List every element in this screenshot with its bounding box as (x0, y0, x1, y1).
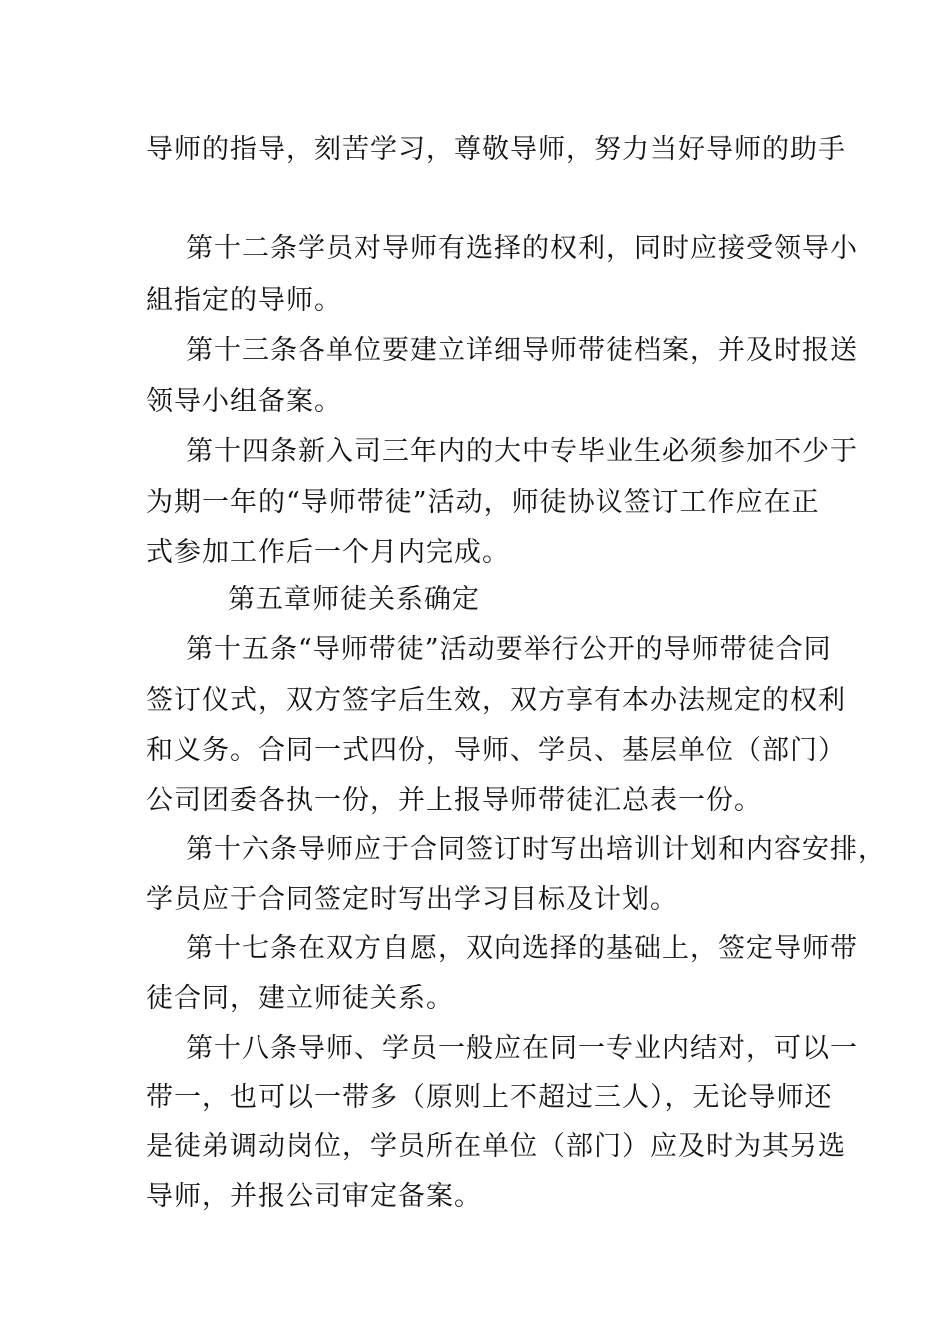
article-17-line-2: 徒合同，建立师徒关系。 (146, 983, 454, 1014)
article-12-line-1: 第十二条学员对导师有选择的权利，同时应接受领导小 (186, 233, 858, 264)
text-line-continuation: 导师的指导，刻苦学习，尊敬导师，努力当好导师的助手 (146, 134, 846, 165)
article-12-line-2: 組指定的导师。 (146, 285, 342, 316)
article-18-line-1: 第十八条导师、学员一般应在同一专业内结对，可以一 (186, 1033, 858, 1064)
article-16-line-2: 学员应于合同签定时写出学习目标及计划。 (146, 884, 678, 915)
article-16-line-1: 第十六条导师应于合同签订时写出培训计划和内容安排， (186, 834, 886, 865)
article-15-line-4: 公司团委各执一份，并上报导师带徒汇总表一份。 (146, 785, 762, 816)
chapter-5-heading: 第五章师徒关系确定 (228, 584, 480, 615)
article-14-line-3: 式参加工作后一个月内完成。 (146, 537, 510, 568)
article-13-line-2: 领导小组备案。 (146, 386, 342, 417)
article-18-line-4: 导师，并报公司审定备案。 (146, 1181, 482, 1212)
article-15-line-2: 签订仪式，双方签字后生效，双方享有本办法规定的权利 (146, 685, 846, 716)
article-15-line-3: 和义务。合同一式四份，导师、学员、基层单位（部门） (146, 735, 846, 766)
article-17-line-1: 第十七条在双方自愿，双向选择的基础上，签定导师带 (186, 933, 858, 964)
article-18-line-2: 带一，也可以一带多（原则上不超过三人），无论导师还 (146, 1082, 833, 1113)
article-18-line-3: 是徒弟调动岗位，学员所在单位（部门）应及时为其另选 (146, 1131, 846, 1162)
article-14-line-2: 为期一年的“导师带徒”活动，师徒协议签订工作应在正 (146, 487, 820, 518)
article-15-line-1: 第十五条“导师带徒”活动要举行公开的导师带徒合同 (186, 634, 832, 665)
article-14-line-1: 第十四条新入司三年内的大中专毕业生必须参加不少于 (186, 436, 858, 467)
article-13-line-1: 第十三条各单位要建立详细导师带徒档案，并及时报送 (186, 335, 858, 366)
